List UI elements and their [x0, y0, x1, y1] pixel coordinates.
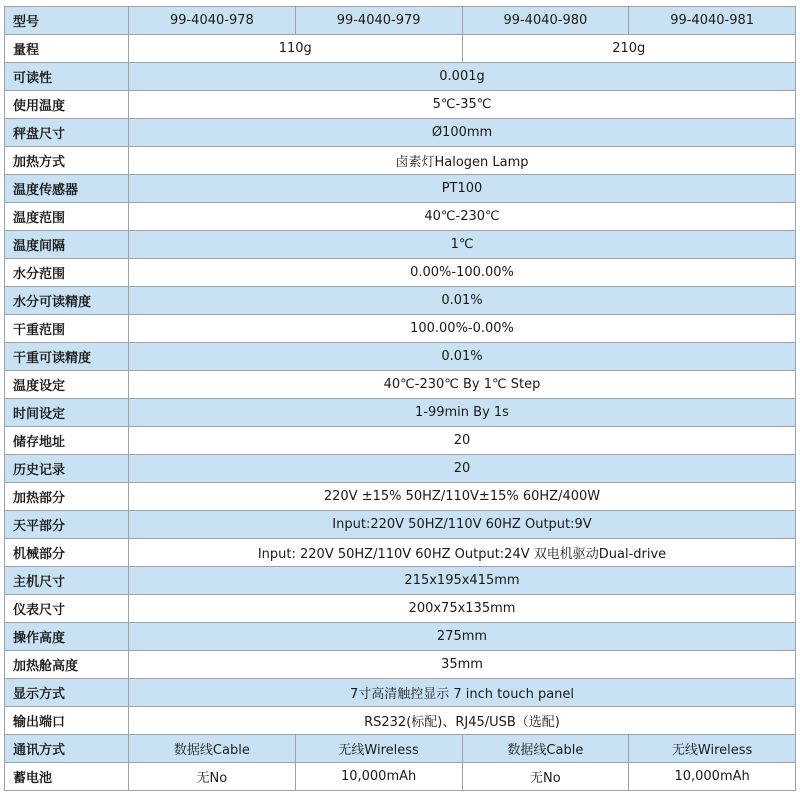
spec-row: [5, 315, 796, 343]
spec-value: RS232(标配)、RJ45/USB（选配): [129, 707, 796, 735]
spec-row: [5, 91, 796, 119]
spec-table: [4, 6, 796, 791]
spec-row: [5, 175, 796, 203]
spec-label: 仪表尺寸: [5, 595, 129, 623]
spec-label: 机械部分: [5, 539, 129, 567]
spec-row: [5, 287, 796, 315]
spec-label: 温度范围: [5, 203, 129, 231]
spec-row: [5, 427, 796, 455]
spec-row: [5, 763, 796, 791]
spec-value: 7寸高清触控显示 7 inch touch panel: [129, 679, 796, 707]
spec-value: 220V ±15% 50HZ/110V±15% 60HZ/400W: [129, 483, 796, 511]
spec-label: 输出端口: [5, 707, 129, 735]
spec-value: 0.01%: [129, 343, 796, 371]
spec-value: 99-4040-981: [629, 7, 796, 35]
spec-label: 加热舱高度: [5, 651, 129, 679]
spec-label: 加热部分: [5, 483, 129, 511]
spec-label: 蓄电池: [5, 763, 129, 791]
spec-value: 99-4040-979: [295, 7, 462, 35]
spec-label: 温度设定: [5, 371, 129, 399]
spec-value: Input:220V 50HZ/110V 60HZ Output:9V: [129, 511, 796, 539]
spec-row: [5, 203, 796, 231]
spec-label: 主机尺寸: [5, 567, 129, 595]
spec-value: 无No: [462, 763, 629, 791]
spec-value: 99-4040-978: [129, 7, 296, 35]
spec-row: [5, 539, 796, 567]
spec-label: 加热方式: [5, 147, 129, 175]
spec-row: [5, 7, 796, 35]
spec-row: [5, 455, 796, 483]
spec-row: [5, 679, 796, 707]
spec-value: 110g: [129, 35, 463, 63]
spec-label: 干重可读精度: [5, 343, 129, 371]
spec-value: 无No: [129, 763, 296, 791]
spec-label: 水分可读精度: [5, 287, 129, 315]
spec-row: [5, 343, 796, 371]
spec-label: 水分范围: [5, 259, 129, 287]
spec-value: 10,000mAh: [295, 763, 462, 791]
spec-row: [5, 35, 796, 63]
spec-row: [5, 651, 796, 679]
spec-value: 99-4040-980: [462, 7, 629, 35]
spec-label: 温度传感器: [5, 175, 129, 203]
spec-label: 时间设定: [5, 399, 129, 427]
spec-value: 数据线Cable: [129, 735, 296, 763]
spec-label: 量程: [5, 35, 129, 63]
spec-value: 210g: [462, 35, 796, 63]
spec-row: [5, 595, 796, 623]
spec-value: 0.001g: [129, 63, 796, 91]
spec-label: 显示方式: [5, 679, 129, 707]
spec-value: PT100: [129, 175, 796, 203]
spec-value: 0.01%: [129, 287, 796, 315]
spec-row: [5, 735, 796, 763]
spec-table-body: [5, 7, 796, 791]
spec-label: 储存地址: [5, 427, 129, 455]
spec-value: 200x75x135mm: [129, 595, 796, 623]
spec-label: 历史记录: [5, 455, 129, 483]
spec-label: 使用温度: [5, 91, 129, 119]
spec-row: [5, 511, 796, 539]
spec-row: [5, 399, 796, 427]
spec-value: 0.00%-100.00%: [129, 259, 796, 287]
spec-label: 天平部分: [5, 511, 129, 539]
spec-label: 型号: [5, 7, 129, 35]
spec-row: [5, 147, 796, 175]
spec-row: [5, 623, 796, 651]
spec-row: [5, 119, 796, 147]
spec-value: 40℃-230℃ By 1℃ Step: [129, 371, 796, 399]
spec-value: 215x195x415mm: [129, 567, 796, 595]
spec-value: 100.00%-0.00%: [129, 315, 796, 343]
spec-value: 5℃-35℃: [129, 91, 796, 119]
spec-label: 温度间隔: [5, 231, 129, 259]
spec-value: 275mm: [129, 623, 796, 651]
spec-value: 20: [129, 455, 796, 483]
spec-label: 操作高度: [5, 623, 129, 651]
spec-label: 通讯方式: [5, 735, 129, 763]
spec-label: 干重范围: [5, 315, 129, 343]
spec-row: [5, 259, 796, 287]
spec-value: 1℃: [129, 231, 796, 259]
spec-row: [5, 63, 796, 91]
spec-row: [5, 483, 796, 511]
spec-value: 10,000mAh: [629, 763, 796, 791]
spec-value: Ø100mm: [129, 119, 796, 147]
spec-value: 20: [129, 427, 796, 455]
spec-value: 无线Wireless: [295, 735, 462, 763]
spec-row: [5, 707, 796, 735]
spec-row: [5, 231, 796, 259]
spec-value: Input: 220V 50HZ/110V 60HZ Output:24V 双电机驱动Dual-drive: [129, 539, 796, 567]
spec-value: 无线Wireless: [629, 735, 796, 763]
spec-value: 40℃-230℃: [129, 203, 796, 231]
spec-row: [5, 567, 796, 595]
spec-label: 秤盘尺寸: [5, 119, 129, 147]
spec-label: 可读性: [5, 63, 129, 91]
spec-value: 35mm: [129, 651, 796, 679]
spec-value: 1-99min By 1s: [129, 399, 796, 427]
spec-value: 数据线Cable: [462, 735, 629, 763]
spec-value: 卤素灯Halogen Lamp: [129, 147, 796, 175]
spec-row: [5, 371, 796, 399]
